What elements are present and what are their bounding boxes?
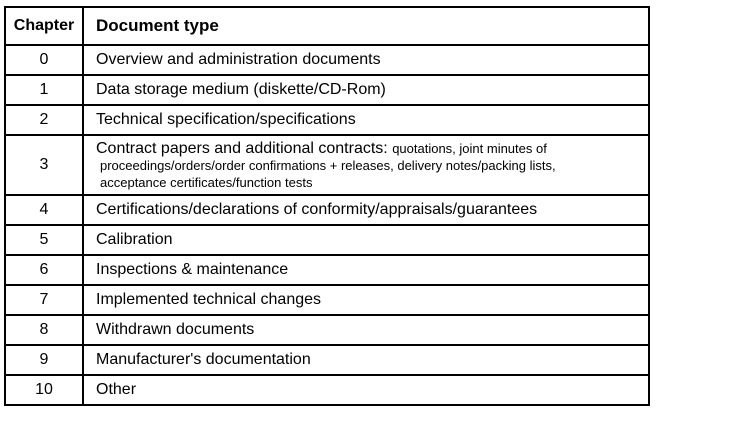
table-row	[5, 375, 649, 405]
header-document-type: Document type	[83, 7, 649, 45]
document-type-detail: acceptance certificates/function tests	[100, 174, 313, 190]
header-chapter: Chapter	[5, 7, 83, 45]
chapter-number: 5	[5, 225, 83, 255]
document-type-line	[96, 140, 648, 157]
chapter-number: 3	[5, 135, 83, 195]
chapter-number: 2	[5, 105, 83, 135]
document-type: Certifications/declarations of conformity/appraisals/guarantees	[83, 195, 649, 225]
document-type: Overview and administration documents	[83, 45, 649, 75]
table-row	[5, 345, 649, 375]
document-type-detail: quotations, joint minutes of	[392, 140, 547, 156]
chapter-number: 10	[5, 375, 83, 405]
table-row	[5, 195, 649, 225]
table-row	[5, 285, 649, 315]
table-row	[5, 225, 649, 255]
chapter-number: 1	[5, 75, 83, 105]
table-header-row	[5, 7, 649, 45]
table-row	[5, 255, 649, 285]
chapter-number: 0	[5, 45, 83, 75]
table-row	[5, 45, 649, 75]
document-type: Technical specification/specifications	[83, 105, 649, 135]
document-type: Manufacturer's documentation	[83, 345, 649, 375]
chapter-number: 9	[5, 345, 83, 375]
document-type-main: Contract papers and additional contracts:	[96, 139, 388, 157]
document-type-table	[4, 6, 650, 406]
table-row	[5, 315, 649, 345]
table-row	[5, 105, 649, 135]
document-type: Other	[83, 375, 649, 405]
chapter-number: 8	[5, 315, 83, 345]
table-row	[5, 135, 649, 195]
document-type-detail: proceedings/orders/order confirmations + releases, delivery notes/packing lists,	[100, 157, 556, 173]
chapter-number: 7	[5, 285, 83, 315]
document-type: Implemented technical changes	[83, 285, 649, 315]
document-type: Data storage medium (diskette/CD-Rom)	[83, 75, 649, 105]
document-type: Calibration	[83, 225, 649, 255]
table-row	[5, 75, 649, 105]
document-type	[83, 135, 649, 195]
document-type: Withdrawn documents	[83, 315, 649, 345]
document-type: Inspections & maintenance	[83, 255, 649, 285]
chapter-number: 6	[5, 255, 83, 285]
chapter-number: 4	[5, 195, 83, 225]
